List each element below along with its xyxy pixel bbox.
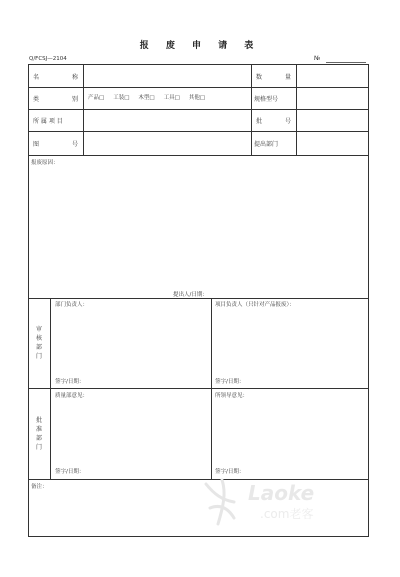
spec-label: 规格型号 xyxy=(254,96,279,103)
quantity-label-a: 数 xyxy=(256,73,263,81)
review-dept-side-label: 审核部门 xyxy=(35,326,42,360)
type-label-a: 类 xyxy=(33,96,40,103)
category-tooling-checkbox[interactable]: 工装□ xyxy=(113,95,130,101)
batch-label-b: 号 xyxy=(284,118,291,125)
page-title: 报 废 申 请 表 xyxy=(139,41,261,51)
category-pattern-checkbox[interactable]: 木型□ xyxy=(138,95,155,101)
batch-label-a: 批 xyxy=(256,118,263,125)
spec-value-field[interactable] xyxy=(297,88,367,109)
laoke-watermark-logo xyxy=(200,478,360,528)
review-sign-left: 签字/日期： xyxy=(55,379,85,385)
col-divider-mid xyxy=(251,64,252,156)
category-other-checkbox[interactable]: 其他□ xyxy=(188,95,206,101)
batch-label xyxy=(256,110,291,131)
type-label-b: 别 xyxy=(71,96,78,103)
serial-underline xyxy=(326,62,366,63)
drawing-label-a: 图 xyxy=(33,141,40,148)
batch-value-field[interactable] xyxy=(297,110,367,131)
name-label-a: 名 xyxy=(33,73,40,81)
watermark-graphic xyxy=(200,478,360,528)
row-divider-6 xyxy=(28,388,369,389)
reason-text-area[interactable] xyxy=(30,166,367,286)
name-value-field[interactable] xyxy=(84,65,250,87)
category-tool-checkbox[interactable]: 工具□ xyxy=(163,95,180,101)
quantity-label xyxy=(256,65,291,87)
proposer-label: 提出人/日期： xyxy=(173,292,208,298)
dept-head-label: 部门负责人： xyxy=(55,302,89,308)
remark-label: 备注： xyxy=(31,484,48,490)
type-label xyxy=(33,88,78,109)
leader-opinion-label: 所领导意见： xyxy=(215,393,249,399)
category-checkboxes xyxy=(88,93,205,101)
document-number: Q/FCSJ—2104 xyxy=(29,56,67,62)
name-label-b: 称 xyxy=(71,73,78,81)
drawing-label xyxy=(33,132,78,155)
project-head-label: 项目负责人（只针对产品报废）： xyxy=(215,302,295,308)
watermark-brand: Laoke xyxy=(248,481,315,505)
approve-dept-side-label: 批准部门 xyxy=(35,417,42,451)
quality-opinion-label: 质量部意见： xyxy=(55,393,89,399)
dept-value-field[interactable] xyxy=(297,132,367,155)
name-label xyxy=(33,65,78,87)
table-bottom-border xyxy=(28,536,369,537)
center-divider xyxy=(211,298,212,479)
table-right-border xyxy=(368,64,369,537)
project-label: 所 属 项 目 xyxy=(33,118,63,125)
side-label-divider xyxy=(50,298,51,479)
project-value-field[interactable] xyxy=(84,110,250,131)
quantity-value-field[interactable] xyxy=(297,65,367,87)
approve-sign-right: 签字/日期： xyxy=(215,469,245,475)
approve-sign-left: 签字/日期： xyxy=(55,469,85,475)
reason-label: 报废原因： xyxy=(31,160,59,166)
drawing-label-b: 号 xyxy=(71,141,78,148)
watermark-sub: .com老客 xyxy=(260,507,314,521)
category-product-checkbox[interactable]: 产品□ xyxy=(88,95,105,101)
drawing-value-field[interactable] xyxy=(84,132,250,155)
dept-label: 提出部门 xyxy=(254,141,279,148)
table-left-border xyxy=(28,64,29,537)
serial-number-label: № xyxy=(314,55,321,62)
row-divider-5 xyxy=(28,298,369,299)
quantity-label-b: 量 xyxy=(284,73,291,81)
review-sign-right: 签字/日期： xyxy=(215,379,245,385)
row-divider-4 xyxy=(28,155,369,156)
